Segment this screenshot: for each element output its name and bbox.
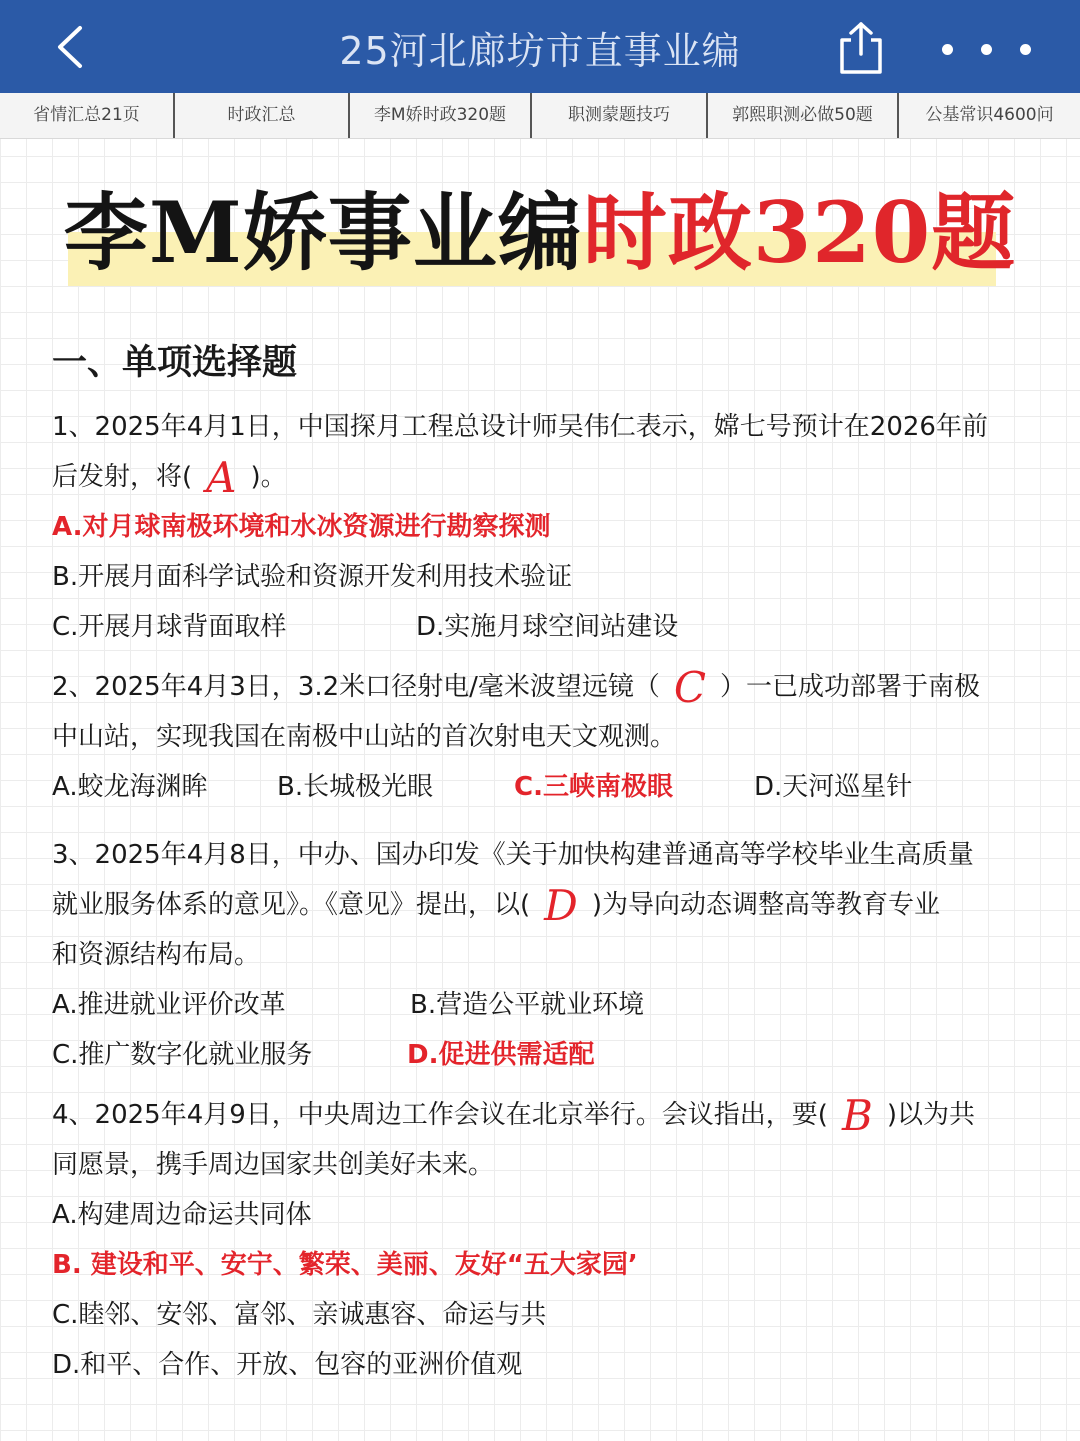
handwritten-answer: B (841, 1090, 873, 1140)
banner-title (64, 178, 1016, 288)
question-text: 就业服务体系的意见》。《意见》提出，以( D )为导向动态调整高等教育专业 (52, 880, 940, 930)
option-c: C.开展月球背面取样 (52, 612, 287, 642)
tab-provincial-summary[interactable]: 省情汇总21页 (0, 93, 175, 138)
page-title: 25河北廊坊市直事业编 (339, 29, 741, 73)
question-text: 中山站，实现我国在南极中山站的首次射电天文观测。 (52, 722, 677, 752)
option-a: A.推进就业评价改革 (52, 990, 286, 1020)
option-c: C.睦邻、安邻、富邻、亲诚惠容、命运与共 (52, 1300, 547, 1330)
option-b: B.营造公平就业环境 (410, 990, 645, 1020)
question-4 (52, 1090, 1037, 1390)
tab-current-affairs-summary[interactable]: 时政汇总 (175, 93, 350, 138)
more-dots-icon[interactable] (934, 38, 1038, 62)
handwritten-answer: D (544, 880, 578, 930)
option-c: C.三峡南极眼 (514, 772, 673, 802)
question-content (52, 338, 1037, 1400)
question-3 (52, 830, 1037, 1080)
tab-bar (0, 93, 1080, 139)
option-d: D.天河巡星针 (754, 772, 913, 802)
option-d: D.实施月球空间站建设 (416, 612, 679, 642)
option-d: D.促进供需适配 (407, 1040, 595, 1070)
question-1 (52, 402, 1037, 652)
option-d: D.和平、合作、开放、包容的亚洲价值观 (52, 1350, 523, 1380)
tab-current-affairs-320[interactable]: 李M娇时政320题 (350, 93, 532, 138)
option-row (52, 602, 1037, 652)
tab-test-tips[interactable]: 职测蒙题技巧 (532, 93, 708, 138)
handwritten-answer: C (673, 662, 707, 712)
option-a: A.对月球南极环境和水冰资源进行勘察探测 (52, 512, 551, 542)
banner-title-red: 时政320题 (582, 183, 1017, 282)
question-2 (52, 662, 1037, 812)
question-text: 2、2025年4月3日，3.2米口径射电/毫米波望远镜（ C ）一已成功部署于南极 (52, 662, 981, 712)
option-b: B.长城极光眼 (277, 772, 434, 802)
question-text: 后发射，将( A )。 (52, 452, 287, 502)
question-text: 3、2025年4月8日，中办、国办印发《关于加快构建普通高等学校毕业生高质量 (52, 840, 974, 870)
question-text: 1、2025年4月1日，中国探月工程总设计师吴伟仁表示，嫦七号预计在2026年前 (52, 412, 988, 442)
option-row (52, 762, 1037, 812)
tab-must-do-50[interactable]: 郭熙职测必做50题 (708, 93, 899, 138)
banner-title-black: 李M娇事业编 (63, 183, 583, 282)
handwritten-answer: A (206, 452, 237, 502)
share-icon[interactable] (836, 20, 886, 76)
question-text: 和资源结构布局。 (52, 940, 261, 970)
top-navigation-bar (0, 0, 1080, 93)
section-title: 一、单项选择题 (52, 343, 298, 383)
option-a: A.蛟龙海渊眸 (52, 772, 208, 802)
tab-general-knowledge-4600[interactable]: 公基常识4600问 (925, 105, 1054, 125)
option-row (52, 1030, 1037, 1080)
option-a: A.构建周边命运共同体 (52, 1200, 312, 1230)
option-row (52, 980, 1037, 1030)
banner (0, 178, 1080, 288)
option-c: C.推广数字化就业服务 (52, 1040, 313, 1070)
option-b: B. 建设和平、安宁、繁荣、美丽、友好“五大家园’ (52, 1250, 638, 1280)
question-text: 同愿景，携手周边国家共创美好未来。 (52, 1150, 495, 1180)
option-b: B.开展月面科学试验和资源开发利用技术验证 (52, 562, 573, 592)
question-text: 4、2025年4月9日，中央周边工作会议在北京举行。会议指出，要( B )以为共 (52, 1090, 975, 1140)
